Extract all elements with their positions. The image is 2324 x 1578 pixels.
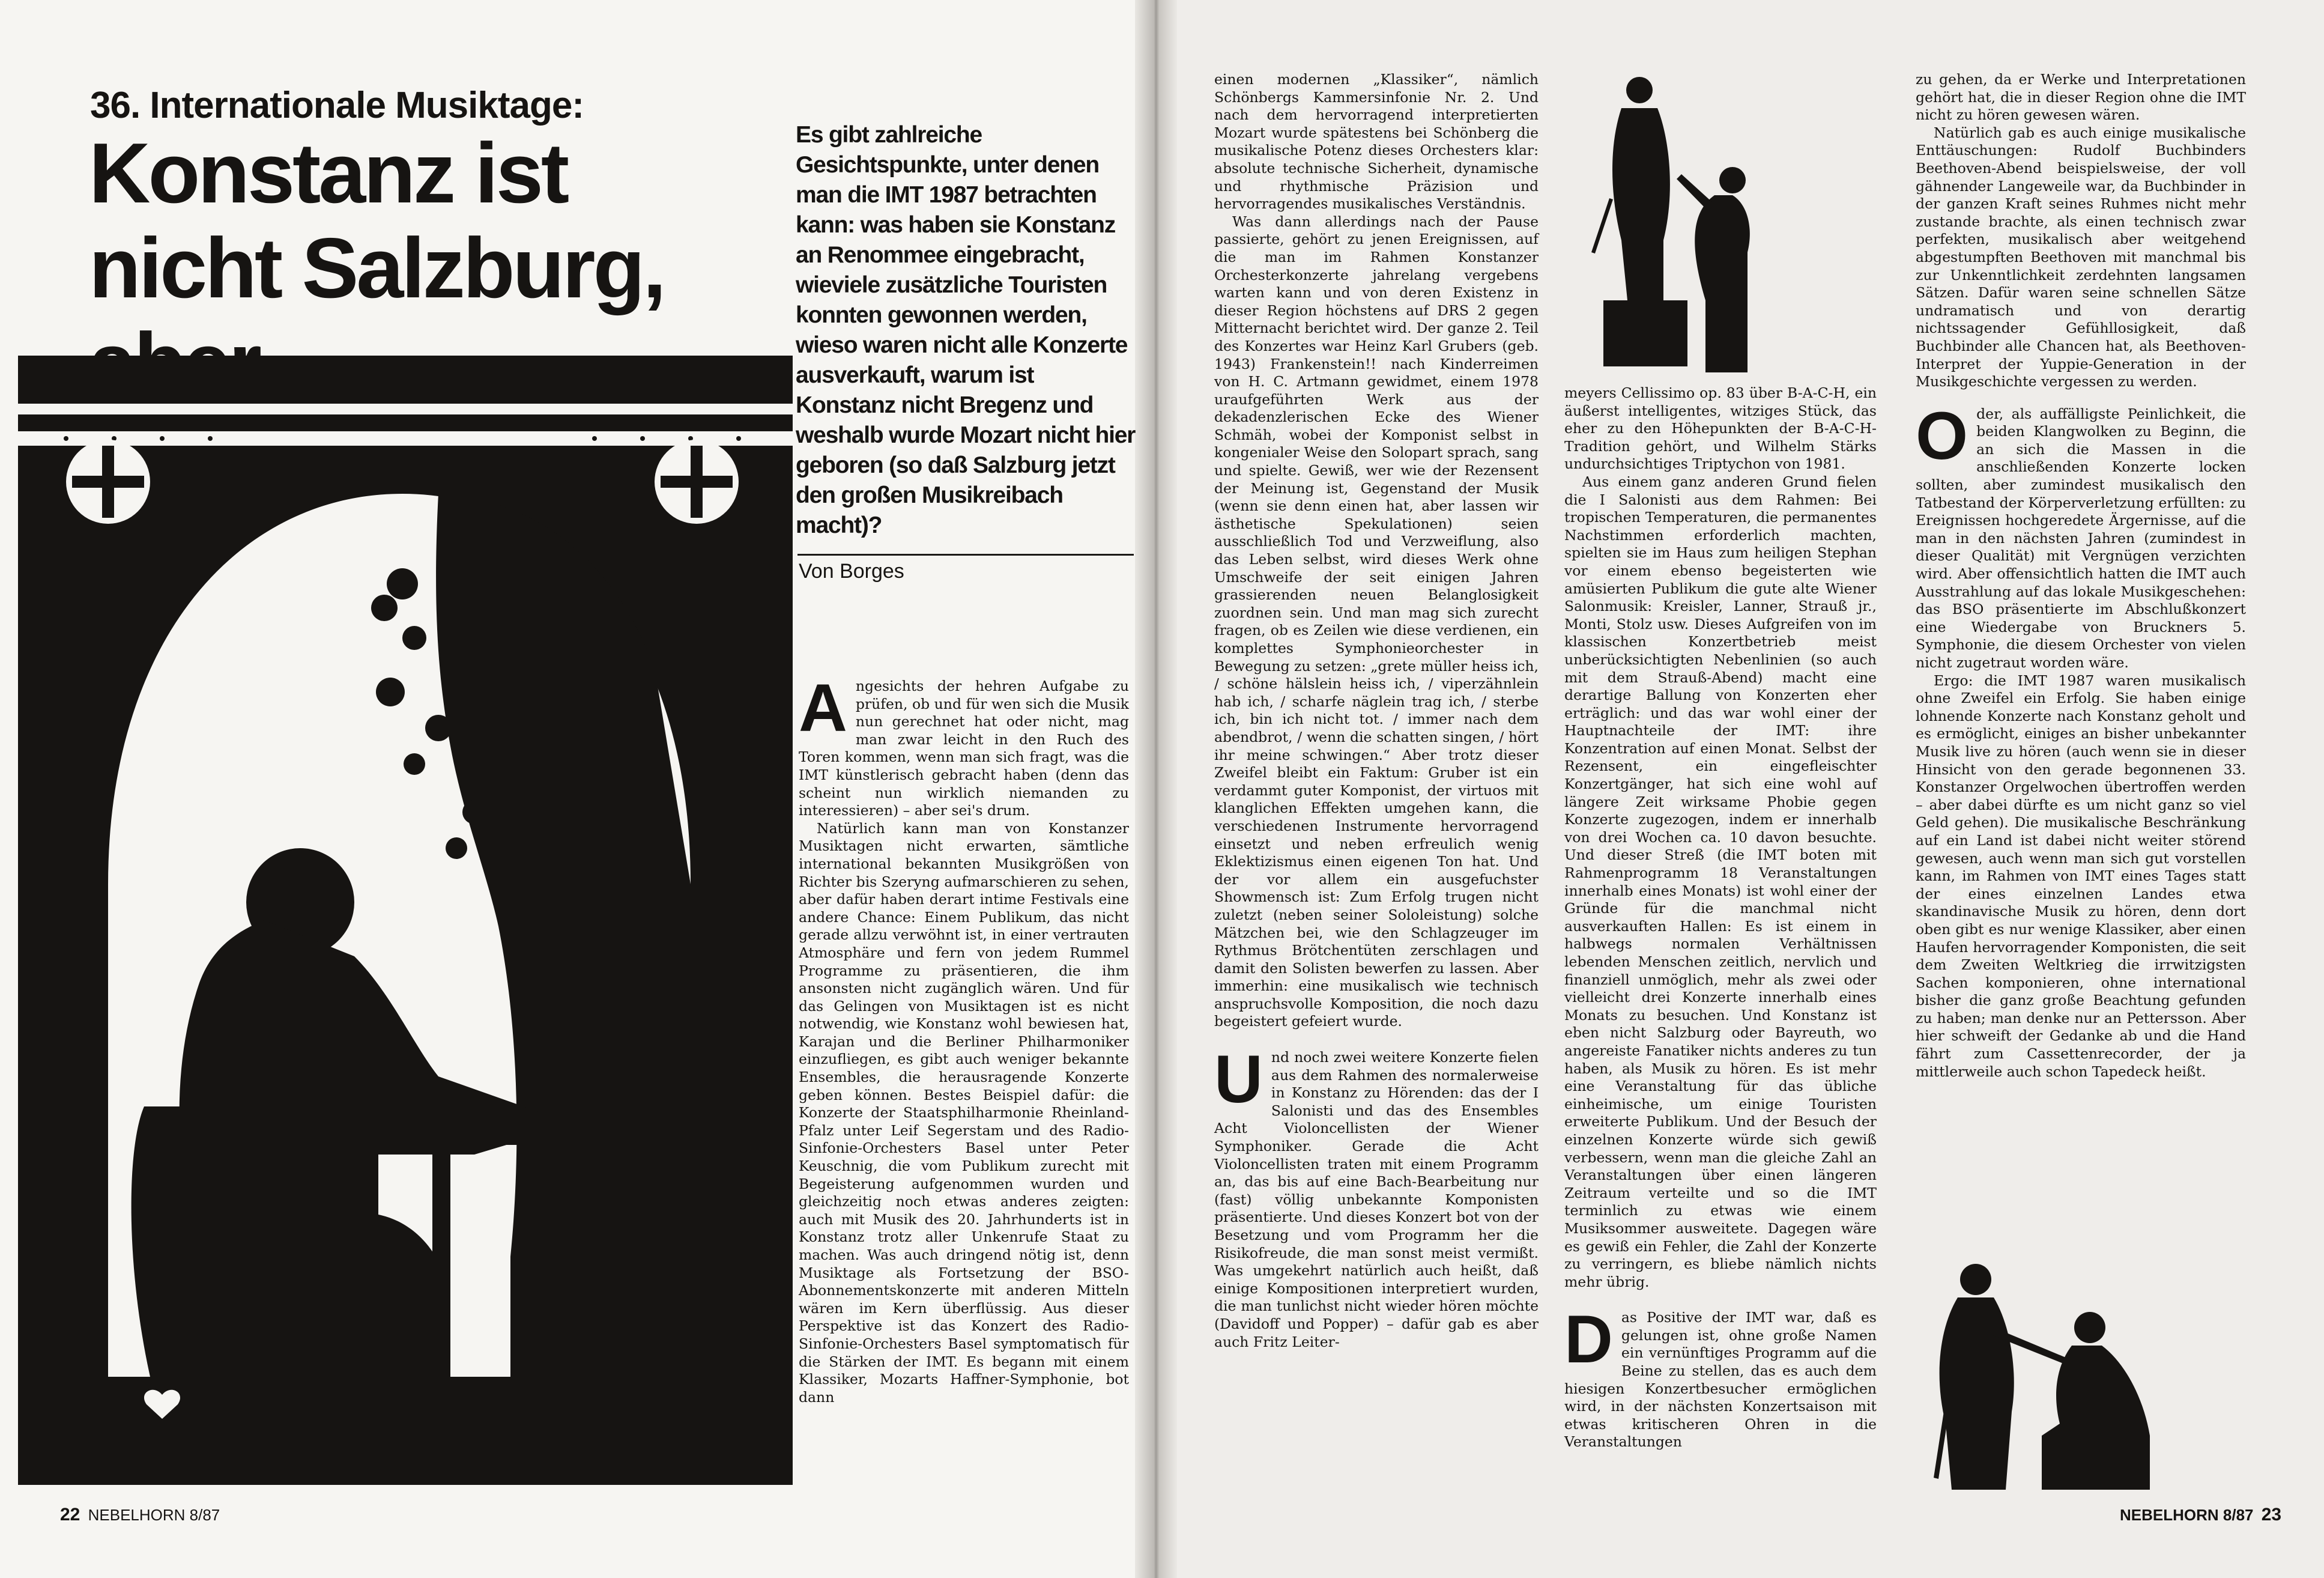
page-number: 22 <box>60 1505 80 1525</box>
byline: Von Borges <box>799 560 904 583</box>
paragraph: Natürlich kann man von Konstanzer Musiktagen nicht erwarten, sämtliche international bekannten Musikgrößen von Richter bis Szeryng aufmarschieren zu sehen, aber dafür haben derart intime Festivals eine andere Chance: Einem Publikum, das nicht gerade allzu verwöhnt ist, in einer vertrauten Atmosphäre und fern von jedem Rummel Programme zu präsentieren, die ihm ansonsten nicht zugänglich wären. Und für das Gelingen von Musiktagen ist es nicht notwendig, wie Konstanz wohl bewiesen hat, Karajan und die Berliner Philharmoniker einzufliegen, es gibt auch weniger bekannte Ensembles, die herausragende Konzerte geben können. Bestes Beispiel dafür: die Konzerte der Staatsphilharmonie Rheinland-Pfalz unter Leif Segerstam und des Radio-Sinfonie-Orchesters Basel unter Peter Keuschnig, die vom Publikum zurecht mit Begeisterung aufgenommen wurden und gleichzeitig noch etwas anderes zeigten: auch mit Musik des 20. Jahrhunderts ist in Konstanz trotz aller Unkenrufe Staat zu machen. Was auch dringend nötig ist, denn Musiktage als Fortsetzung der BSO-Abonnementskonzerte mit anderen Mitteln wären im Kern überflüssig. Aus dieser Perspektive ist das Konzert des Radio-Sinfonie-Orchesters Basel symptomatisch für die Stärken der IMT. Es begann mit einem Klassiker, Mozarts Haffner-Symphonie, bot dann <box>799 819 1129 1406</box>
article-column-1 <box>799 670 1129 1406</box>
headline: Konstanz ist nicht Salzburg, <box>89 126 664 316</box>
folio-right <box>2120 1505 2281 1525</box>
lead-rule <box>797 554 1134 556</box>
paragraph: Natürlich gab es auch einige musikalische Enttäuschungen: Rudolf Buchbinders Beethoven-Abend beispielsweise, der voll gähnender Langeweile war, da Buchbinder in der ganzen Kraft seines Ruhmes nicht mehr zustande brachte, als einen technisch zwar perfekten, musikalisch aber weitgehend abgestumpften Beethoven mit manchmal bis zur Unkenntlichkeit zerdehnten langsamen Sätzen. Dafür waren seine schnellen Sätze undramatisch und von derartig nichtssagender Gefühllosigkeit, daß Buchbinder alle Chancen hat, als Beethoven-Interpret der Yuppie-Generation in der Musikgeschichte vergessen zu werden. <box>1916 124 2246 390</box>
article-column-2 <box>1214 71 1539 1351</box>
lead-paragraph: Es gibt zahlreiche Gesichtspunkte, unter denen man die IMT 1987 betrachten kann: was haben sie Konstanz an Renommee eingebracht, wieviele zusätzliche Touristen konnten gewonnen werden, wieso waren nicht alle Konzerte ausverkauft, warum ist Konstanz nicht Bregenz und weshalb wurde Mozart nicht hier geboren (so daß Salzburg jetzt den großen Musikreibach macht)? <box>796 122 1136 538</box>
paragraph: zu gehen, da er Werke und Interpretationen gehört hat, die in dieser Region ohne die IMT nicht zu hören gewesen wären. <box>1916 71 2246 124</box>
drop-cap: O <box>1916 398 1968 473</box>
paragraph: as Positive der IMT war, daß es gelungen ist, ohne große Namen ein vernünftiges Programm auf die Beine zu stellen, das es auch dem hiesigen Konzertbesucher ermöglichen wird, in der nächsten Konzertsaison mit etwas kritischeren Ohren in die Veranstaltungen <box>1564 1309 1877 1451</box>
magazine-name: NEBELHORN 8/87 <box>2120 1506 2254 1524</box>
silhouette-two-figures-illustration <box>1922 1255 2162 1490</box>
kicker: 36. Internationale Musiktage: <box>90 85 584 126</box>
paragraph: ngesichts der hehren Aufgabe zu prüfen, ob und für wen sich die Musik nun gerechnet hat oder nicht, mag man zwar leicht in den Ruch des Toren kommen, wenn man sich fragt, was die IMT künstlerisch gebracht haben (denn das scheint nun wirklich niemanden zu interessieren) – aber sei's drum. <box>799 678 1129 819</box>
magazine-name: NEBELHORN 8/87 <box>88 1506 220 1524</box>
silhouette-organist-illustration <box>18 356 793 1498</box>
paragraph: einen modernen „Klassiker“, nämlich Schönbergs Kammersinfonie Nr. 2. Und nach dem hervorragend interpretierten Mozart wurde spätestens bei Schönberg die musikalische Potenz dieses Orchesters klar: absolute technische Sicherheit, dynamische und rhythmische Präzision und hervorragendes musikalisches Verständnis. <box>1214 71 1539 213</box>
article-column-4 <box>1916 71 2246 1081</box>
page-number: 23 <box>2261 1505 2282 1525</box>
silhouette-conductor-illustration <box>1585 72 1766 372</box>
drop-cap: A <box>799 670 847 745</box>
paragraph: der, als auffälligste Peinlichkeit, die beiden Klangwolken zu Beginn, die an sich die Massen in die anschließenden Konzerte locken sollten, aber zumindest musikalisch den Tatbestand der Körperverletzung erfüllten: zu Ereignissen hochgeredete Ärgernisse, auf die man in den nächsten Jahren (zumindest in dieser Qualität) mit Vergnügen verzichten wird. Aber offensichtlich hatten die IMT auch Ausstrahlung auf das lokale Musikgeschehen: das BSO präsentierte im Abschlußkonzert eine Wiedergabe von Bruckners 5. Symphonie, die diesem Orchester von vielen nicht zugetraut worden wäre. <box>1916 405 2246 671</box>
drop-cap: D <box>1564 1302 1613 1377</box>
article-column-3 <box>1564 384 1877 1451</box>
paragraph: Ergo: die IMT 1987 waren musikalisch ohne Zweifel ein Erfolg. Sie haben einige lohnende Konzerte nach Konstanz geholt und es ermöglicht, einiges an bisher unbekannter Musik live zu hören (auch wenn sie in dieser Hinsicht von den gerade begonnenen 33. Konstanzer Orgelwochen übertroffen werden – aber dabei dürfte es um nicht ganz so viel Geld gehen). Die musikalische Beschränkung auf ein Land ist dabei nicht weiter störend gewesen, auch wenn man sich gut vorstellen kann, im Rahmen von IMT eines Tages statt der eines einzelnen Landes etwa skandinavische Musik zu hören, denn dort oben gibt es nur wenige Klassiker, aber einen Haufen hervorragender Komponisten, die seit dem Zweiten Weltkrieg die irrwitzigsten Sachen komponieren, ohne international bisher die ganz große Beachtung gefunden zu haben; man denke nur an Pettersson. Aber hier schweift der Gedanke ab und die Hand fährt zum Cassettenrecorder, der ja mittlerweile auch schon Tapedeck heißt. <box>1916 672 2246 1080</box>
paragraph: meyers Cellissimo op. 83 über B-A-C-H, ein äußerst intelligentes, witziges Stück, das eher zu den Höhepunkten der B-A-C-H-Tradition gehört, und Wilhelm Stärks undurchsichtiges Triptychon von 1981. <box>1564 384 1877 473</box>
drop-cap: U <box>1214 1042 1263 1117</box>
paragraph: Aus einem ganz anderen Grund fielen die I Salonisti aus dem Rahmen: Bei tropischen Temperaturen, die permanentes Nachstimmen erforderlich machten, spielten sie im Haus zum heiligen Stephan vor einem ebenso begeisterten wie amüsierten Publikum die gute alte Wiener Salonmusik: Kreisler, Lanner, Strauß jr., Monti, Stolz usw. Dieses Aufgreifen von im klassischen Konzertbetrieb meist unberücksichtigten Nebenlinien (so auch mit dem Strauß-Abend) macht eine derartige Ballung von Konzerten eher erträglich: und das war wohl einer der Hauptnachteile der IMT: ihre Konzentration auf einen Monat. Selbst der Rezensent, ein eingefleischter Konzertgänger, hat sich eine wohl auf längere Zeit wirksame Phobie gegen Konzerte zugezogen, indem er innerhalb von drei Wochen ca. 10 davon besuchte. Und dieser Streß (die IMT boten mit Rahmenprogramm 18 Veranstaltungen innerhalb eines Monats) ist wohl einer der Gründe für die manchmal nicht ausverkauften Hallen: Es ist einem in halbwegs normalen Verhältnissen lebenden Menschen zeitlich, nervlich und finanziell unmöglich, mehr als zwei oder vielleicht drei Konzerte innerhalb eines Monats zu besuchen. Und Konstanz ist eben nicht Salzburg oder Bayreuth, wo angereiste Fanatiker nichts anderes zu tun haben, als Musik zu hören. Es ist mehr eine Veranstaltung für das übliche einheimische, um einige Touristen erweiterte Publikum. Und der Besuch der einzelnen Konzerte würde sich gewiß verbessern, wenn man die gleiche Zahl an Veranstaltungen über einen längeren Zeitraum verteilte und so die IMT terminlich zu etwas wie einem Musiksommer ausweitete. Dagegen wäre es gewiß ein Fehler, die Zahl der Konzerte zu verringern, es bliebe nämlich nichts mehr übrig. <box>1564 473 1877 1290</box>
folio-left <box>60 1505 220 1525</box>
paragraph: Was dann allerdings nach der Pause passierte, gehört zu jenen Ereignissen, auf die man im Rahmen Konstanzer Orchesterkonzerte jahrelang vergebens warten kann und von deren Existenz in dieser Region höchstens auf DRS 2 gegen Mitternacht berichtet wird. Der ganze 2. Teil des Konzertes war Heinz Karl Grubers (geb. 1943) Frankenstein!! nach Kinderreimen von H. C. Artmann gewidmet, einem 1978 uraufgeführten Werk aus der dekadenzlerischen Ecke des Wiener Schmäh, wobei der Komponist selbst in kongenialer Weise den Solopart sprach, sang und spielte. Gewiß, wer wie der Rezensent der Meinung ist, Gegenstand der Musik (wenn sie denn einen hat, aber lassen wir ästhetische Spekulationen) seien ausschließlich Tod und Verzweiflung, also das Leben selbst, wird dieses Werk ohne Umschweife der seit einigen Jahren grassierenden neuen Belanglosigkeit zuordnen sein. Und man mag sich zurecht fragen, ob es Zeilen wie diese verdienen, ein komplettes Symphonieorchester in Bewegung zu setzen: „grete müller heiss ich, / schöne hälslein heiss ich, / viperzähnlein hab ich, / scharfe näglein trag ich, / sterbe ich, bin ich nicht tot. / immer nach dem abendbrot, / wenn die schatten singen, / hört ihr meine schwingen.“ Aber trotz dieser Zweifel bleibt ein Faktum: Gruber ist ein verdammt guter Komponist, der virtuos mit klanglichen Effekten umgehen kann, die verschiedenen Instrumente hervorragend einsetzt und neben erfreulich wenig Eklektizismus einen eigenen Ton hat. Und der vor allem ein ausgefuchster Showmensch ist: Zum Erfolg trugen nicht zuletzt (neben seiner Sololeistung) solche Mätzchen bei, wie den Schlagzeuger im Rythmus Brötchentüten zerschlagen und damit den Solisten bewerfen zu lassen. Aber immerhin: eine musikalisch wie technisch anspruchsvolle Komposition, die noch dazu begeistert gefeiert wurde. <box>1214 213 1539 1030</box>
page-gutter <box>1135 0 1177 1578</box>
paragraph: nd noch zwei weitere Konzerte fielen aus dem Rahmen des normalerweise in Konstanz zu Hörenden: das der I Salonisti und das des Ensembles Acht Violoncellisten der Wiener Symphoniker. Gerade die Acht Violoncellisten traten mit einem Programm an, das bis auf eine Bach-Bearbeitung nur (fast) völlig unbekannte Komponisten präsentierte. Und dieses Konzert bot von der Besetzung und vom Programm her die Risikofreude, die man sonst meist vermißt. Was umgekehrt natürlich auch heißt, daß einige Kompositionen interpretiert wurden, die man tunlichst nicht wieder hören möchte (Davidoff und Popper) – dafür gab es aber auch Fritz Leiter- <box>1214 1049 1539 1350</box>
